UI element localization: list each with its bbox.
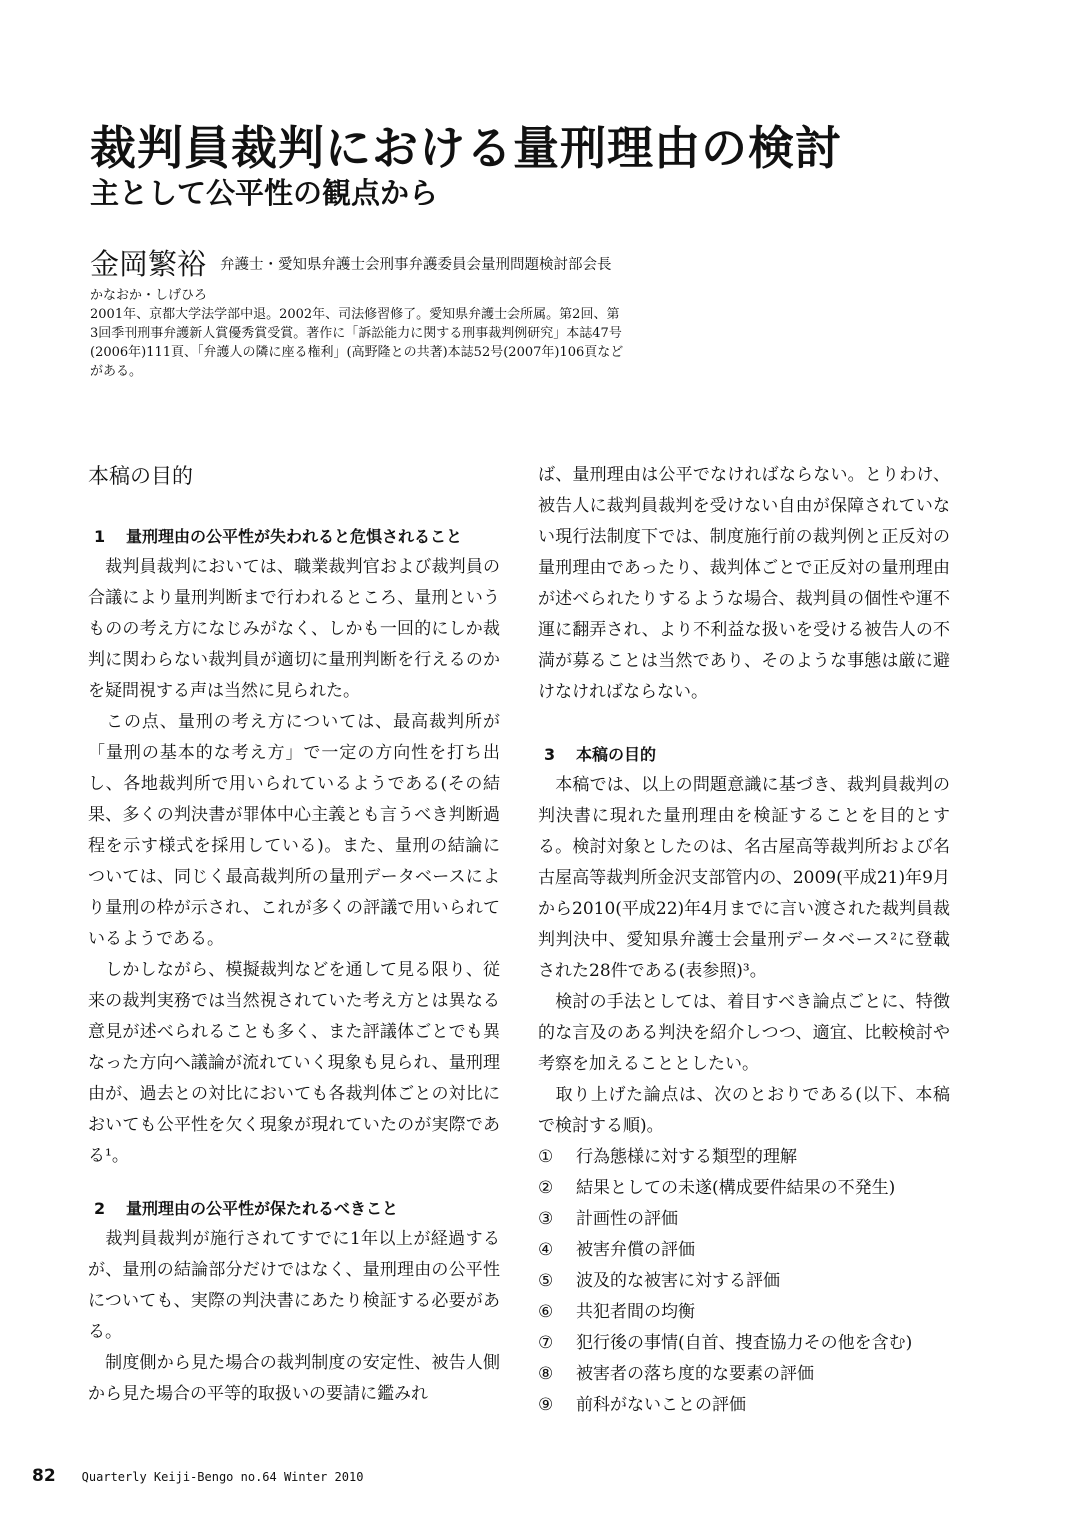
paragraph: この点、量刑の考え方については、最高裁判所が「量刑の基本的な考え方」で一定の方向性を打ち出し、各地裁判所で用いられているようである(その結果、多くの判決書が罪体中心主義とも言うべき判断過程を示す様式を採用している)。また、量刑の結論については、同じく最高裁判所の量刑データベースにより量刑の枠が示され、これが多くの評議で用いられているようである。	[88, 712, 500, 949]
list-marker: ①	[538, 1147, 554, 1167]
list-marker: ②	[538, 1178, 554, 1198]
spacer	[538, 708, 950, 739]
bio-line: 3回季刊刑事弁護新人賞優秀賞受賞。著作に「訴訟能力に関する刑事裁判例研究」本誌47号	[90, 326, 622, 341]
list-item-text: 前科がないことの評価	[576, 1395, 746, 1415]
list-item	[538, 1390, 950, 1421]
paragraph: 裁判員裁判においては、職業裁判官および裁判員の合議により量刑判断まで行われるところ、量刑というものの考え方になじみがなく、しかも一回的にしか裁判に関わらない裁判員が適切に量刑判断を行えるのかを疑問視する声は当然に見られた。	[88, 557, 500, 701]
list-item	[538, 1297, 950, 1328]
spacer	[88, 1172, 500, 1193]
bio-line: がある。	[90, 364, 143, 379]
author-line	[90, 242, 612, 283]
list-item-text: 共犯者間の均衡	[576, 1302, 695, 1322]
subsection-number: 3	[544, 745, 556, 764]
subsection-title: 量刑理由の公平性が失われると危惧されること	[126, 527, 463, 546]
list-marker: ⑥	[538, 1302, 554, 1322]
paragraph: しかしながら、模擬裁判などを通して見る限り、従来の裁判実務では当然視されていた考え方とは異なる意見が述べられることも多く、また評議体ごとでも異なった方向へ議論が流れていく現象も見られ、量刑理由が、過去との対比においても各裁判体ごとの対比においても公平性を欠く現象が現れていたのが実際である¹。	[88, 960, 500, 1166]
right-column	[538, 460, 950, 1421]
paragraph: 裁判員裁判が施行されてすでに1年以上が経過するが、量刑の結論部分だけではなく、量刑理由の公平性についても、実際の判決書にあたり検証する必要がある。	[88, 1229, 500, 1342]
author-name: 金岡繁裕	[90, 247, 207, 281]
subsection-heading-3	[538, 739, 950, 770]
list-marker: ⑨	[538, 1395, 554, 1415]
list-item-text: 犯行後の事情(自首、捜査協力その他を含む)	[576, 1333, 913, 1353]
list-item-text: 被害弁償の評価	[576, 1240, 695, 1260]
list-marker: ③	[538, 1209, 554, 1229]
section-heading: 本稿の目的	[88, 464, 193, 488]
bio-line: (2006年)111頁、「弁護人の隣に座る権利」(高野隆との共著)本誌52号(2007年)106頁など	[90, 345, 624, 360]
paragraph: 検討の手法としては、着目すべき論点ごとに、特徴的な言及のある判決を紹介しつつ、適宜、比較検討や考察を加えることとしたい。	[538, 992, 950, 1074]
list-item	[538, 1173, 950, 1204]
author-reading: かなおか・しげひろ	[90, 288, 208, 303]
issue-list	[538, 1142, 950, 1421]
paragraph-continued: 制度側から見た場合の裁判制度の安定性、被告人側から見た場合の平等的取扱いの要請に鑑みれ	[88, 1353, 500, 1404]
left-column	[88, 460, 500, 1410]
bio-line: 2001年、京都大学法学部中退。2002年、司法修習修了。愛知県弁護士会所属。第2回、第	[90, 307, 620, 322]
list-item	[538, 1235, 950, 1266]
list-item-text: 計画性の評価	[576, 1209, 678, 1229]
list-item-text: 結果としての未遂(構成要件結果の不発生)	[576, 1178, 896, 1198]
list-marker: ⑦	[538, 1333, 554, 1353]
paragraph-continuation: ば、量刑理由は公平でなければならない。とりわけ、被告人に裁判員裁判を受けない自由が保障されていない現行法制度下では、制度施行前の裁判例と正反対の量刑理由であったり、裁判体ごとで正反対の量刑理由が述べられたりするような場合、裁判員の個性や運不運に翻弄され、より不利益な扱いを受ける被告人の不満が募ることは当然であり、そのような事態は厳に避けなければならない。	[538, 465, 950, 702]
list-item-text: 被害者の落ち度的な要素の評価	[576, 1364, 814, 1384]
subsection-title: 本稿の目的	[576, 745, 657, 764]
list-item	[538, 1266, 950, 1297]
list-item	[538, 1328, 950, 1359]
list-marker: ⑧	[538, 1364, 554, 1384]
list-marker: ④	[538, 1240, 554, 1260]
paragraph: 本稿では、以上の問題意識に基づき、裁判員裁判の判決書に現れた量刑理由を検証することを目的とする。検討対象としたのは、名古屋高等裁判所および名古屋高等裁判所金沢支部管内の、2009(平成21)年9月から2010(平成22)年4月までに言い渡された裁判員裁判判決中、愛知県弁護士会量刑データベース²に登載された28件である(表参照)³。	[538, 775, 950, 981]
article-subtitle: 主として公平性の観点から	[90, 176, 439, 210]
list-item	[538, 1142, 950, 1173]
subsection-heading-1	[88, 521, 500, 552]
subsection-number: 1	[94, 527, 106, 546]
paragraph: 取り上げた論点は、次のとおりである(以下、本稿で検討する順)。	[538, 1085, 950, 1136]
article-title: 裁判員裁判における量刑理由の検討	[90, 121, 842, 175]
journal-name: Quarterly Keiji-Bengo no.64 Winter 2010	[81, 1470, 364, 1484]
list-item	[538, 1359, 950, 1390]
list-item	[538, 1204, 950, 1235]
subsection-heading-2	[88, 1193, 500, 1224]
author-role: 弁護士・愛知県弁護士会刑事弁護委員会量刑問題検討部会長	[220, 257, 612, 273]
list-item-text: 行為態様に対する類型的理解	[576, 1147, 797, 1167]
list-item-text: 波及的な被害に対する評価	[576, 1271, 780, 1291]
page-footer	[32, 1466, 363, 1486]
page-number: 82	[32, 1466, 56, 1486]
subsection-number: 2	[94, 1199, 106, 1218]
list-marker: ⑤	[538, 1271, 554, 1291]
author-bio	[90, 286, 700, 381]
subsection-title: 量刑理由の公平性が保たれるべきこと	[126, 1199, 399, 1218]
